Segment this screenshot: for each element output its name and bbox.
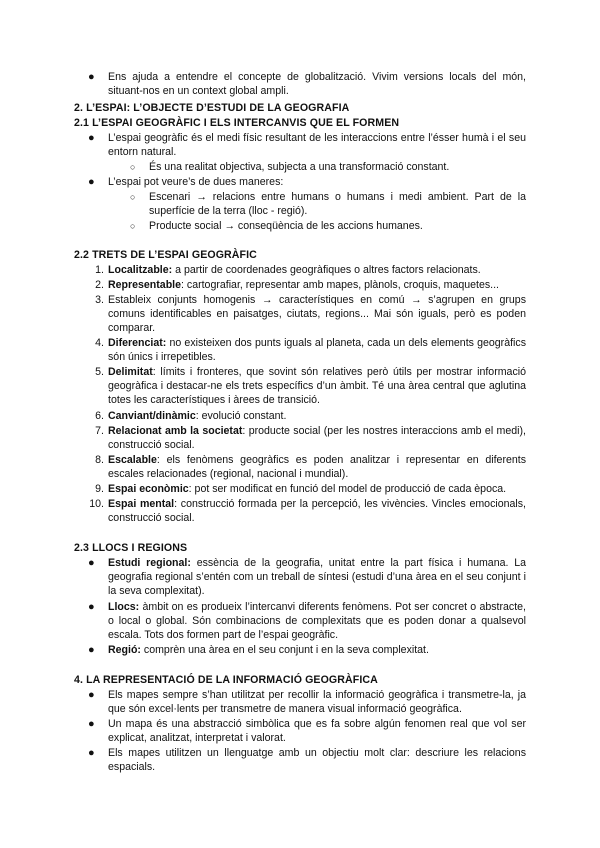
trait-term: Espai mental	[108, 498, 175, 510]
list-number: 7.	[95, 425, 104, 437]
trait-text: Estableix conjunts homogenis → característiques en comú → s’agrupen en grups comuns identificables en paisatges, ciutats, regions... Mai són iguals, però es poden comparar.	[108, 294, 526, 334]
bullet-icon: ●	[88, 644, 95, 656]
list-number: 4.	[95, 337, 104, 349]
list-number: 10.	[89, 498, 104, 510]
circle-bullet-icon: ○	[130, 221, 136, 231]
trait-term: Escalable	[108, 454, 157, 466]
trait-term: Espai econòmic	[108, 483, 189, 495]
representation-item: Un mapa és una abstracció simbòlica que es fa sobre algún fenomen real que vol ser explicat, analitzat, interpretat i valorat.	[108, 718, 526, 744]
bullet-icon: ●	[88, 718, 95, 730]
list-number: 2.	[95, 279, 104, 291]
intro-bullet-text: Ens ajuda a entendre el concepte de globalització. Vivim versions locals del món, situant-nos en un context global ampli.	[108, 71, 526, 97]
trait-item	[108, 497, 526, 525]
s21-bullet-1: L’espai geogràfic és el medi físic resultant de les interaccions entre l’ésser humà i el seu entorn natural.	[108, 132, 526, 158]
trait-text: : construcció formada per la percepció, les vivències. Vincles emocionals, construcció social.	[108, 498, 526, 524]
trait-term: Delimitat	[108, 366, 153, 378]
trait-item	[108, 263, 526, 277]
trait-term: Representable	[108, 279, 182, 291]
trait-term: Localitzable:	[108, 264, 173, 276]
heading-2-1: 2.1 L’ESPAI GEOGRÀFIC I ELS INTERCANVIS QUE EL FORMEN	[74, 117, 400, 129]
heading-4: 4. LA REPRESENTACIÓ DE LA INFORMACIÓ GEOGRÀFICA	[74, 674, 378, 686]
list-number: 6.	[95, 410, 104, 422]
trait-item	[108, 336, 526, 364]
trait-term: Canviant/dinàmic	[108, 410, 196, 422]
circle-bullet-icon: ○	[130, 192, 136, 202]
region-text: comprèn una àrea en el seu conjunt i en la seva complexitat.	[140, 644, 429, 656]
bullet-icon: ●	[88, 557, 95, 569]
representation-item: Els mapes sempre s’han utilitzat per recollir la informació geogràfica i transmetre-la, ja que són excel·lents per transmetre de manera visual informació geogràfica.	[108, 689, 526, 715]
trait-text: a partir de coordenades geogràfiques o altres factors relacionats.	[172, 264, 481, 276]
heading-2-2: 2.2 TRETS DE L’ESPAI GEOGRÀFIC	[74, 249, 257, 261]
trait-text: : pot ser modificat en funció del model de producció de cada època.	[188, 483, 507, 495]
list-number: 8.	[95, 454, 104, 466]
s21-bullet-2: L’espai pot veure’s de dues maneres:	[108, 176, 284, 188]
heading-2-3: 2.3 LLOCS I REGIONS	[74, 542, 188, 554]
bullet-icon: ●	[88, 601, 95, 613]
trait-item	[108, 293, 526, 335]
representation-item: Els mapes utilitzen un llenguatge amb un objectiu molt clar: descriure les relacions espacials.	[108, 747, 526, 773]
list-number: 1.	[95, 264, 104, 276]
region-item	[108, 600, 526, 642]
bullet-icon: ●	[88, 132, 95, 144]
s21-bullet-2-sub-1: Escenari → relacions entre humans o humans i medi ambient. Part de la superfície de la terra (lloc - regió).	[149, 191, 526, 217]
bullet-icon: ●	[88, 689, 95, 701]
trait-text: : els fenòmens geogràfics es poden analitzar i representar en diferents escales relacionades (regional, nacional i mundial).	[108, 454, 526, 480]
trait-item	[108, 453, 526, 481]
trait-text: : evolució constant.	[195, 410, 287, 422]
trait-item	[108, 365, 526, 407]
bullet-icon: ●	[88, 747, 95, 759]
bullet-icon: ●	[88, 176, 95, 188]
trait-term: Relacionat amb la societat	[108, 425, 243, 437]
s21-bullet-1-sub: És una realitat objectiva, subjecta a una transformació constant.	[149, 161, 450, 173]
region-item	[108, 556, 526, 598]
trait-item	[108, 409, 526, 423]
region-text: àmbit on es produeix l’intercanvi diferents fenòmens. Pot ser concret o abstracte, o local o global. Són combinacions de complexitats que es poden donar a qualsevol escala. Tots dos formen part de l’espai geogràfic.	[108, 601, 526, 641]
trait-item	[108, 278, 526, 292]
bullet-icon: ●	[88, 71, 95, 83]
list-number: 5.	[95, 366, 104, 378]
s21-bullet-2-sub-2: Producte social → conseqüència de les accions humanes.	[149, 220, 423, 232]
trait-text: : cartografiar, representar amb mapes, plànols, croquis, maquetes...	[181, 279, 499, 291]
list-number: 3.	[95, 294, 104, 306]
list-number: 9.	[95, 483, 104, 495]
trait-item	[108, 424, 526, 452]
trait-text: : límits i fronteres, que sovint són relatives però útils per mostrar informació geogràfica i destacar-ne els trets específics d’un àmbit. Té una àrea central que aglutina totes les característiques i àrees de transició.	[108, 366, 526, 406]
trait-term: Diferenciat:	[108, 337, 167, 349]
circle-bullet-icon: ○	[130, 162, 136, 172]
region-term: Regió:	[108, 644, 141, 656]
region-item	[108, 643, 526, 657]
region-term: Estudi regional:	[108, 557, 191, 569]
trait-text: no existeixen dos punts iguals al planeta, cada un dels elements geogràfics són únics i irrepetibles.	[108, 337, 526, 363]
region-term: Llocs:	[108, 601, 140, 613]
trait-text: : producte social (per les nostres interaccions amb el medi), construcció social.	[108, 425, 526, 451]
region-text: essència de la geografia, unitat entre la part física i humana. La geografia regional s’entén com un treball de síntesi (estudi d’una àrea en el seu conjunt i la seva complexitat).	[108, 557, 526, 597]
trait-item	[108, 482, 526, 496]
heading-2: 2. L’ESPAI: L’OBJECTE D’ESTUDI DE LA GEOGRAFIA	[74, 102, 350, 114]
